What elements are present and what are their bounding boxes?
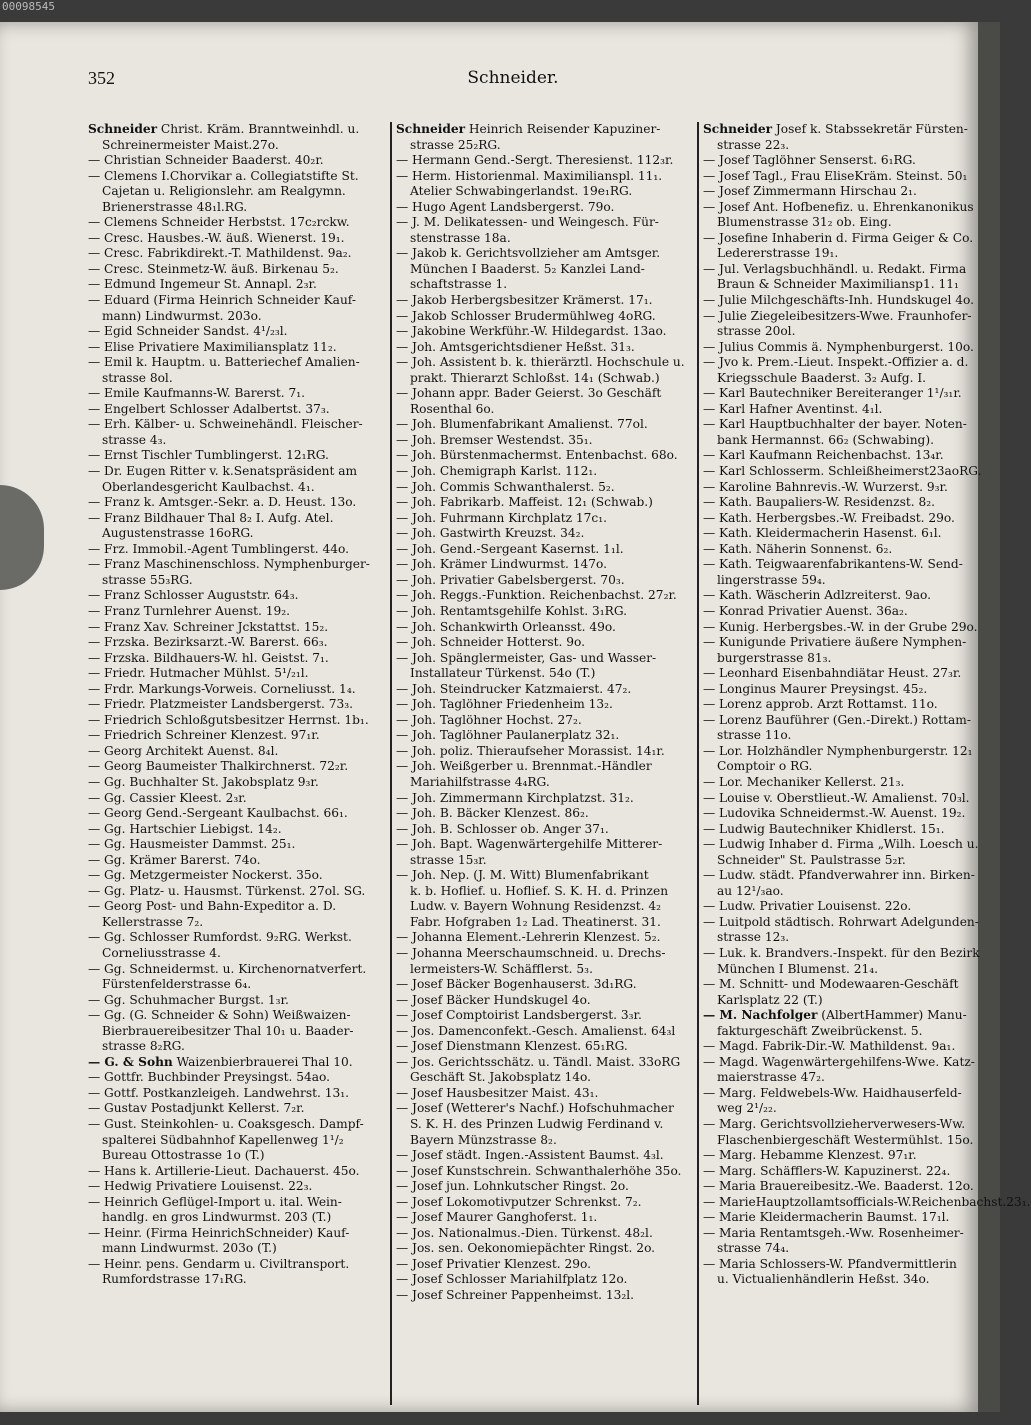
directory-line: — Marie Kleidermacherin Baumst. 17₁l. bbox=[703, 1210, 950, 1225]
page-title: Schneider. bbox=[467, 68, 559, 88]
directory-line: — Joh. Amtsgerichtsdiener Heßst. 31₃. bbox=[396, 339, 635, 354]
directory-line: — Georg Post- und Bahn-Expeditor a. D. bbox=[88, 899, 337, 914]
directory-line: Schreinermeister Maist.27o. bbox=[102, 137, 279, 152]
directory-line: — Frdr. Markungs-Vorweis. Corneliusst. 1₄. bbox=[88, 681, 356, 696]
column-rule-1 bbox=[390, 122, 392, 1405]
directory-line: — Clemens I.Chorvikar a. Collegiatstifte St. bbox=[88, 168, 359, 183]
page-number: 352 bbox=[88, 68, 115, 88]
directory-line: — Marg. Hebamme Klenzest. 97₁r. bbox=[703, 1148, 917, 1163]
directory-line: — Georg Gend.-Sergeant Kaulbachst. 66₁. bbox=[88, 806, 348, 821]
directory-line: Bierbrauereibesitzer Thal 10₁ u. Baader- bbox=[102, 1023, 354, 1038]
directory-line: München I Blumenst. 21₄. bbox=[717, 961, 878, 976]
directory-line: Comptoir o RG. bbox=[717, 759, 813, 774]
column-3 bbox=[703, 122, 1031, 1288]
directory-line: strasse 12₃. bbox=[717, 930, 790, 945]
directory-line: mann Lindwurmst. 203o (T.) bbox=[102, 1241, 277, 1256]
directory-line: — Johanna Element.-Lehrerin Klenzest. 5₂. bbox=[396, 930, 661, 945]
directory-line: — Joh. Krämer Lindwurmst. 147o. bbox=[396, 557, 608, 572]
directory-line: — Dr. Eugen Ritter v. k.Senatspräsident am bbox=[88, 464, 358, 479]
directory-line: Kriegsschule Baaderst. 3₂ Aufg. I. bbox=[717, 370, 927, 385]
directory-line: S. K. H. des Prinzen Ludwig Ferdinand v. bbox=[410, 1117, 664, 1131]
directory-line: — Kath. Wäscherin Adlzreiterst. 9ao. bbox=[703, 588, 931, 603]
directory-line: Schneider" St. Paulstrasse 5₂r. bbox=[717, 852, 906, 867]
directory-line bbox=[396, 122, 686, 138]
directory-line: — Josef Dienstmann Klenzest. 65₁RG. bbox=[396, 1039, 628, 1054]
directory-line: — Hans k. Artillerie-Lieut. Dachauerst. 45o. bbox=[88, 1163, 360, 1178]
directory-line: — Marg. Feldwebels-Ww. Haidhauserfeld- bbox=[703, 1085, 962, 1100]
directory-line: stenstrasse 18a. bbox=[410, 230, 511, 245]
directory-line: — Joh. Spänglermeister, Gas- und Wasser- bbox=[396, 650, 657, 665]
entry-text: Waizenbierbrauerei Thal 10. bbox=[172, 1054, 353, 1069]
directory-line bbox=[703, 1008, 993, 1024]
directory-line: — Frzska. Bezirksarzt.-W. Barerst. 66₃. bbox=[88, 635, 328, 650]
directory-line: — Joh. Weißgerber u. Brennmat.-Händler bbox=[396, 759, 652, 774]
page-header bbox=[88, 68, 938, 94]
directory-line: — Joh. Blumenfabrikant Amalienst. 77ol. bbox=[396, 417, 648, 432]
directory-line: — Kath. Kleidermacherin Hasenst. 6₁l. bbox=[703, 526, 942, 541]
entry-surname: Schneider bbox=[396, 122, 466, 136]
directory-line: strasse 74₄. bbox=[717, 1241, 790, 1256]
directory-line: — Josef Tagl., Frau EliseKräm. Steinst. 50₁ bbox=[703, 168, 968, 183]
directory-line: — Franz k. Amtsger.-Sekr. a. D. Heust. 13o. bbox=[88, 495, 357, 510]
document-page bbox=[0, 22, 1031, 1412]
directory-line: Oberlandesgericht Kaulbachst. 4₁. bbox=[102, 479, 315, 494]
directory-line: — Karoline Bahnrevis.-W. Wurzerst. 9₃r. bbox=[703, 479, 948, 494]
directory-line: Bayern Münzstrasse 8₂. bbox=[410, 1132, 557, 1147]
directory-line: — Josef Lokomotivputzer Schrenkst. 7₂. bbox=[396, 1194, 642, 1209]
directory-line: — Magd. Wagenwärtergehilfens-Wwe. Katz- bbox=[703, 1054, 975, 1069]
directory-line: — Karl Bautechniker Bereiteranger 1¹/₃₁r. bbox=[703, 386, 962, 401]
directory-line: — MarieHauptzollamtsofficials-W.Reichenbachst.23₁. bbox=[703, 1194, 1031, 1209]
scan-id: 00098545 bbox=[2, 0, 55, 13]
directory-line: — Kath. Näherin Sonnenst. 6₂. bbox=[703, 541, 893, 556]
directory-line: — Gg. Schlosser Rumfordst. 9₂RG. Werkst. bbox=[88, 930, 352, 945]
directory-line: — Magd. Fabrik-Dir.-W. Mathildenst. 9a₁. bbox=[703, 1039, 956, 1054]
directory-line: — Emile Kaufmanns-W. Barerst. 7₁. bbox=[88, 386, 305, 401]
directory-line: — Joh. Privatier Gabelsbergerst. 70₃. bbox=[396, 572, 625, 587]
directory-line: — Kath. Teigwaarenfabrikantens-W. Send- bbox=[703, 557, 963, 572]
directory-line: — Eduard (Firma Heinrich Schneider Kauf- bbox=[88, 293, 356, 308]
directory-line: — Jul. Verlagsbuchhändl. u. Redakt. Firma bbox=[703, 261, 967, 276]
directory-line: — Marg. Schäfflers-W. Kapuzinerst. 22₄. bbox=[703, 1163, 951, 1178]
directory-line: burgerstrasse 81₃. bbox=[717, 650, 832, 665]
entry-surname: — M. Nachfolger bbox=[703, 1008, 818, 1023]
directory-line: strasse 8₂RG. bbox=[102, 1039, 185, 1054]
directory-line: — Joh. B. Schlosser ob. Anger 37₁. bbox=[396, 821, 609, 836]
directory-line: — Maria Schlossers-W. Pfandvermittlerin bbox=[703, 1256, 957, 1271]
directory-line: — Ludwig Inhaber d. Firma „Wilh. Loesch u. bbox=[703, 837, 979, 852]
directory-line: — Karl Schlosserm. Schleißheimerst23aoRG. bbox=[703, 464, 982, 479]
directory-line: Installateur Türkenst. 54o (T.) bbox=[410, 666, 596, 681]
directory-line: strasse 15₃r. bbox=[410, 852, 487, 867]
directory-line: — M. Schnitt- und Modewaaren-Geschäft bbox=[703, 977, 959, 992]
directory-line: — Friedrich Schloßgutsbesitzer Herrnst. 1b₁. bbox=[88, 712, 369, 727]
directory-line: — Josef Comptoirist Landsbergerst. 3₃r. bbox=[396, 1008, 642, 1023]
entry-surname: Schneider bbox=[88, 122, 158, 136]
directory-line: — J. M. Delikatessen- und Weingesch. Für- bbox=[396, 215, 659, 230]
directory-line: — Gg. Schuhmacher Burgst. 1₃r. bbox=[88, 992, 289, 1007]
directory-line: — Gust. Steinkohlen- u. Coaksgesch. Dampf- bbox=[88, 1117, 364, 1131]
directory-line: — Karl Hafner Aventinst. 4₁l. bbox=[703, 401, 883, 416]
directory-line: strasse 22₃. bbox=[717, 137, 790, 152]
directory-line: — Louise v. Oberstlieut.-W. Amalienst. 70₃l. bbox=[703, 790, 970, 805]
directory-line: — Christian Schneider Baaderst. 40₂r. bbox=[88, 153, 324, 168]
directory-line bbox=[88, 122, 378, 138]
directory-line: Blumenstrasse 31₂ ob. Eing. bbox=[717, 215, 892, 230]
directory-line: — Josef Bäcker Hundskugel 4o. bbox=[396, 992, 591, 1007]
directory-line: Karlsplatz 22 (T.) bbox=[717, 992, 823, 1007]
directory-line: handlg. en gros Lindwurmst. 203 (T.) bbox=[102, 1210, 332, 1225]
directory-line: — Johann appr. Bader Geierst. 3o Geschäft bbox=[396, 386, 662, 401]
directory-line: — Konrad Privatier Auenst. 36a₂. bbox=[703, 603, 908, 618]
directory-line: — Cresc. Hausbes.-W. äuß. Wienerst. 19₁. bbox=[88, 230, 345, 245]
directory-line: lermeisters-W. Schäfflerst. 5₃. bbox=[410, 961, 593, 976]
directory-line: — Joh. Rentamtsgehilfe Kohlst. 3₁RG. bbox=[396, 603, 628, 618]
directory-line: — Josef städt. Ingen.-Assistent Baumst. 4₃l. bbox=[396, 1148, 664, 1163]
directory-line: — Georg Baumeister Thalkirchnerst. 72₂r. bbox=[88, 759, 349, 774]
directory-line: — Joh. Commis Schwanthalerst. 5₂. bbox=[396, 479, 615, 494]
directory-line: — Kunig. Herbergsbes.-W. in der Grube 29o. bbox=[703, 619, 978, 634]
directory-line: Braun & Schneider Maximiliansp1. 11₁ bbox=[717, 277, 959, 292]
directory-line: — Jakobine Werkführ.-W. Hildegardst. 13ao. bbox=[396, 324, 667, 339]
directory-line: — Leonhard Eisenbahndiätar Heust. 27₃r. bbox=[703, 666, 962, 681]
directory-line: — Hermann Gend.-Sergt. Theresienst. 112₃r. bbox=[396, 153, 674, 168]
directory-line: — Josefine Inhaberin d. Firma Geiger & Co. bbox=[703, 230, 974, 245]
directory-line: — Friedr. Hutmacher Mühlst. 5¹/₂₁l. bbox=[88, 666, 309, 681]
directory-line: Augustenstrasse 16oRG. bbox=[102, 526, 254, 541]
directory-line: schaftstrasse 1. bbox=[410, 277, 508, 292]
directory-line: — Friedrich Schreiner Klenzest. 97₁r. bbox=[88, 728, 320, 743]
directory-line: strasse 25₂RG. bbox=[410, 137, 501, 152]
directory-line: lingerstrasse 59₄. bbox=[717, 572, 826, 587]
directory-line: Atelier Schwabingerlandst. 19e₁RG. bbox=[410, 184, 633, 199]
directory-line: — Luk. k. Brandvers.-Inspekt. für den Bezirk bbox=[703, 945, 980, 960]
directory-line: strasse 8ol. bbox=[102, 370, 173, 385]
directory-line: au 12¹/₃ao. bbox=[717, 883, 784, 898]
directory-line: — Joh. Taglöhner Friedenheim 13₂. bbox=[396, 697, 613, 712]
directory-line: — Frzska. Bildhauers-W. hl. Geistst. 7₁. bbox=[88, 650, 329, 665]
directory-line: — Joh. Bremser Westendst. 35₁. bbox=[396, 432, 593, 447]
directory-line: — Josef Bäcker Bogenhauserst. 3d₁RG. bbox=[396, 977, 637, 992]
entry-text: Heinrich Reisender Kapuziner- bbox=[465, 122, 661, 136]
directory-line: Corneliusstrasse 4. bbox=[102, 945, 221, 960]
directory-line: — Emil k. Hauptm. u. Batteriechef Amalien- bbox=[88, 355, 360, 370]
directory-line: — Jos. Damenconfekt.-Gesch. Amalienst. 64₃l bbox=[396, 1023, 676, 1038]
directory-line: — Joh. Steindrucker Katzmaierst. 47₂. bbox=[396, 681, 632, 696]
directory-line: — Franz Maschinenschloss. Nymphenburger- bbox=[88, 557, 370, 572]
directory-line: — Josef Maurer Ganghoferst. 1₁. bbox=[396, 1210, 598, 1225]
column-1 bbox=[88, 122, 378, 1288]
directory-line: — Franz Xav. Schreiner Jckstattst. 15₂. bbox=[88, 619, 329, 634]
directory-line: — Franz Schlosser Auguststr. 64₃. bbox=[88, 588, 299, 603]
directory-line: — Heinrich Geflügel-Import u. ital. Wein- bbox=[88, 1194, 342, 1209]
directory-line: strasse 20ol. bbox=[717, 324, 796, 339]
directory-line: — Julius Commis ä. Nymphenburgerst. 10o. bbox=[703, 339, 974, 354]
directory-line: — Josef Privatier Klenzest. 29o. bbox=[396, 1256, 592, 1271]
directory-line: — Karl Kaufmann Reichenbachst. 13₄r. bbox=[703, 448, 944, 463]
directory-line: — Gustav Postadjunkt Kellerst. 7₂r. bbox=[88, 1101, 305, 1116]
directory-line: — Lor. Mechaniker Kellerst. 21₃. bbox=[703, 774, 905, 789]
directory-line: — Ludovika Schneidermst.-W. Auenst. 19₂. bbox=[703, 806, 966, 821]
directory-line: Kellerstrasse 7₂. bbox=[102, 914, 204, 929]
directory-line: — Georg Architekt Auenst. 8₄l. bbox=[88, 743, 279, 758]
directory-line: Ludw. v. Bayern Wohnung Residenzst. 4₂ bbox=[410, 899, 662, 914]
directory-line: spalterei Südbahnhof Kapellenweg 1¹/₂ bbox=[102, 1132, 344, 1147]
directory-line: — Josef (Wetterer's Nachf.) Hofschuhmacher bbox=[396, 1101, 674, 1116]
directory-line: fakturgeschäft Zweibrückenst. 5. bbox=[717, 1023, 923, 1038]
directory-line: — Frz. Immobil.-Agent Tumblingerst. 44o. bbox=[88, 541, 350, 556]
directory-line: bank Hermannst. 66₂ (Schwabing). bbox=[717, 432, 934, 447]
directory-line: — Gg. Hartschier Liebigst. 14₂. bbox=[88, 821, 282, 836]
directory-line: — Gg. Metzgermeister Nockerst. 35o. bbox=[88, 868, 323, 883]
directory-line bbox=[703, 122, 993, 138]
directory-line: — Gottfr. Buchbinder Preysingst. 54ao. bbox=[88, 1070, 331, 1085]
directory-line: strasse 11o. bbox=[717, 728, 792, 743]
directory-line: — Josef Schlosser Mariahilfplatz 12o. bbox=[396, 1272, 628, 1287]
directory-line: — Engelbert Schlosser Adalbertst. 37₃. bbox=[88, 401, 330, 416]
directory-line: — Heinr. pens. Gendarm u. Civiltransport. bbox=[88, 1256, 350, 1271]
directory-line: — Franz Bildhauer Thal 8₂ I. Aufg. Atel. bbox=[88, 510, 334, 525]
directory-line: — Lor. Holzhändler Nymphenburgerstr. 12₁ bbox=[703, 743, 973, 758]
directory-line: Fabr. Hofgraben 1₂ Lad. Theatinerst. 31. bbox=[410, 914, 661, 929]
directory-line: — Friedr. Platzmeister Landsbergerst. 73₃. bbox=[88, 697, 354, 712]
directory-line: — Marg. Gerichtsvollzieherverwesers-Ww. bbox=[703, 1117, 966, 1131]
directory-line: — Gottf. Postkanzleigeh. Landwehrst. 13₁. bbox=[88, 1085, 349, 1100]
directory-line: Mariahilfstrasse 4₄RG. bbox=[410, 774, 550, 789]
directory-line: — Gg. Krämer Barerst. 74o. bbox=[88, 852, 261, 867]
directory-line: — Joh. Fuhrmann Kirchplatz 17c₁. bbox=[396, 510, 608, 525]
directory-line: — Jos. Nationalmus.-Dien. Türkenst. 48₂l. bbox=[396, 1225, 653, 1240]
directory-line: — Josef Hausbesitzer Maist. 43₁. bbox=[396, 1085, 599, 1100]
directory-line: — Kunigunde Privatiere äußere Nymphen- bbox=[703, 635, 967, 650]
directory-line: — Jvo k. Prem.-Lieut. Inspekt.-Offizier a. d. bbox=[703, 355, 969, 370]
directory-line: — Gg. Buchhalter St. Jakobsplatz 9₃r. bbox=[88, 774, 319, 789]
directory-line: Fürstenfelderstrasse 6₄. bbox=[102, 977, 252, 992]
directory-line: — Cresc. Fabrikdirekt.-T. Mathildenst. 9a₂. bbox=[88, 246, 352, 261]
directory-line: — Jakob Herbergsbesitzer Krämerst. 17₁. bbox=[396, 293, 653, 308]
directory-line: — Joh. Zimmermann Kirchplatzst. 31₂. bbox=[396, 790, 634, 805]
directory-line: — Gg. Hausmeister Dammst. 25₁. bbox=[88, 837, 296, 852]
column-rule-2 bbox=[697, 122, 699, 1405]
directory-line: — Joh. B. Bäcker Klenzest. 86₂. bbox=[396, 806, 589, 821]
directory-line: — Johanna Meerschaumschneid. u. Drechs- bbox=[396, 945, 666, 960]
directory-line: — Joh. Assistent b. k. thierärztl. Hochschule u. bbox=[396, 355, 685, 370]
directory-line bbox=[88, 1055, 378, 1071]
directory-line: — Cresc. Steinmetz-W. äuß. Birkenau 5₂. bbox=[88, 261, 339, 276]
directory-line: — Joh. Schneider Hotterst. 9o. bbox=[396, 635, 586, 650]
directory-line: — Luitpold städtisch. Rohrwart Adelgunden- bbox=[703, 914, 979, 929]
directory-line: — Josef Taglöhner Senserst. 6₁RG. bbox=[703, 153, 916, 168]
directory-line: — Joh. Nep. (J. M. Witt) Blumenfabrikant bbox=[396, 868, 649, 883]
directory-line: — Josef Schreiner Pappenheimst. 13₂l. bbox=[396, 1288, 635, 1303]
directory-line: — Josef Ant. Hofbenefiz. u. Ehrenkanonikus bbox=[703, 199, 974, 214]
directory-line: — Longinus Maurer Preysingst. 45₂. bbox=[703, 681, 928, 696]
directory-line: — Ludw. städt. Pfandverwahrer inn. Birken- bbox=[703, 868, 975, 883]
directory-line: — Hugo Agent Landsbergerst. 79o. bbox=[396, 199, 615, 214]
directory-line: — Jos. sen. Oekonomiepächter Ringst. 2o. bbox=[396, 1241, 656, 1256]
directory-line: — Lorenz Bauführer (Gen.-Direkt.) Rottam- bbox=[703, 712, 971, 727]
directory-line: — Franz Turnlehrer Auenst. 19₂. bbox=[88, 603, 290, 618]
directory-line: — Julie Ziegeleibesitzers-Wwe. Fraunhofer- bbox=[703, 308, 972, 323]
directory-line: — Clemens Schneider Herbstst. 17c₂rckw. bbox=[88, 215, 350, 230]
directory-line: — Joh. Bapt. Wagenwärtergehilfe Mitterer- bbox=[396, 837, 663, 852]
directory-line: — Jos. Gerichtsschätz. u. Tändl. Maist. 33oRG bbox=[396, 1054, 681, 1069]
directory-line: — Heinr. (Firma HeinrichSchneider) Kauf- bbox=[88, 1225, 350, 1240]
directory-line: u. Victualienhändlerin Heßst. 34o. bbox=[717, 1272, 930, 1287]
directory-line: — Joh. Schankwirth Orleansst. 49o. bbox=[396, 619, 616, 634]
directory-line: — Ludw. Privatier Louisenst. 22o. bbox=[703, 899, 912, 914]
directory-line: Flaschenbiergeschäft Westermühlst. 15o. bbox=[717, 1132, 974, 1147]
directory-line: — Herm. Historienmal. Maximilianspl. 11₁. bbox=[396, 168, 663, 183]
directory-line: — Karl Hauptbuchhalter der bayer. Noten- bbox=[703, 417, 967, 432]
directory-line: maierstrasse 47₂. bbox=[717, 1070, 825, 1085]
directory-line: — Jakob k. Gerichtsvollzieher am Amtsger. bbox=[396, 246, 661, 261]
directory-line: — Lorenz approb. Arzt Rottamst. 11o. bbox=[703, 697, 938, 712]
directory-line: — Joh. Chemigraph Karlst. 112₁. bbox=[396, 464, 598, 479]
directory-line: mann) Lindwurmst. 203o. bbox=[102, 308, 262, 323]
directory-line: — Joh. Gend.-Sergeant Kasernst. 1₁l. bbox=[396, 541, 624, 556]
directory-line: — Joh. Fabrikarb. Maffeist. 12₁ (Schwab.) bbox=[396, 495, 653, 510]
directory-line: — Gg. Platz- u. Hausmst. Türkenst. 27ol. SG. bbox=[88, 883, 366, 898]
directory-line: — Joh. Bürstenmachermst. Entenbachst. 68o. bbox=[396, 448, 678, 463]
directory-line: — Josef jun. Lohnkutscher Ringst. 2o. bbox=[396, 1179, 629, 1194]
directory-line: — Jakob Schlosser Brudermühlweg 4oRG. bbox=[396, 308, 656, 323]
directory-line: — Ernst Tischler Tumblingerst. 12₁RG. bbox=[88, 448, 329, 463]
directory-line: — Edmund Ingemeur St. Annapl. 2₃r. bbox=[88, 277, 317, 292]
entry-surname: Schneider bbox=[703, 122, 773, 136]
directory-line: — Maria Brauereibesitz.-We. Baaderst. 12o. bbox=[703, 1179, 974, 1194]
directory-line: Geschäft St. Jakobsplatz 14o. bbox=[410, 1070, 592, 1085]
directory-line: — Gg. (G. Schneider & Sohn) Weißwaizen- bbox=[88, 1008, 351, 1023]
directory-line: — Kath. Herbergsbes.-W. Freibadst. 29o. bbox=[703, 510, 955, 525]
entry-text: Christ. Kräm. Branntweinhdl. u. bbox=[157, 122, 360, 136]
directory-line: Cajetan u. Religionslehr. am Realgymn. bbox=[102, 184, 346, 199]
directory-line: — Ludwig Bautechniker Khidlerst. 15₁. bbox=[703, 821, 945, 836]
directory-line: — Josef Kunstschrein. Schwanthalerhöhe 35o. bbox=[396, 1163, 682, 1178]
directory-line: — Kath. Baupaliers-W. Residenzst. 8₂. bbox=[703, 495, 935, 510]
directory-line: — Joh. poliz. Thieraufseher Morassist. 14₁r. bbox=[396, 743, 665, 758]
directory-line: strasse 4₃. bbox=[102, 432, 167, 447]
directory-line: München I Baaderst. 5₂ Kanzlei Land- bbox=[410, 261, 645, 276]
directory-line: — Maria Rentamtsgeh.-Ww. Rosenheimer- bbox=[703, 1225, 964, 1240]
directory-line: — Julie Milchgeschäfts-Inh. Hundskugel 4o. bbox=[703, 293, 975, 308]
directory-line: Brienerstrasse 48₁l.RG. bbox=[102, 199, 248, 214]
directory-line: — Josef Zimmermann Hirschau 2₁. bbox=[703, 184, 917, 199]
entry-text: (AlbertHammer) Manu- bbox=[817, 1008, 967, 1023]
entry-surname: — G. & Sohn bbox=[88, 1054, 173, 1069]
directory-line: Rumfordstrasse 17₁RG. bbox=[102, 1272, 247, 1287]
directory-line: — Erh. Kälber- u. Schweinehändl. Fleischer- bbox=[88, 417, 363, 432]
directory-line: — Hedwig Privatiere Louisenst. 22₃. bbox=[88, 1179, 313, 1194]
directory-line: — Joh. Reggs.-Funktion. Reichenbachst. 27₂r. bbox=[396, 588, 677, 603]
column-2 bbox=[396, 122, 686, 1304]
directory-line: k. b. Hoflief. u. Hoflief. S. K. H. d. Prinzen bbox=[410, 883, 669, 898]
directory-line: Ledererstrasse 19₁. bbox=[717, 246, 839, 261]
directory-line: — Egid Schneider Sandst. 4¹/₂₃l. bbox=[88, 324, 288, 339]
directory-line: Bureau Ottostrasse 1o (T.) bbox=[102, 1148, 265, 1163]
directory-line: weg 2¹/₂₂. bbox=[717, 1101, 777, 1116]
directory-line: — Joh. Taglöhner Hochst. 27₂. bbox=[396, 712, 582, 727]
directory-line: Rosenthal 6o. bbox=[410, 401, 495, 416]
directory-line: — Gg. Cassier Kleest. 2₃r. bbox=[88, 790, 247, 805]
entry-text: Josef k. Stabssekretär Fürsten- bbox=[772, 122, 968, 136]
directory-line: prakt. Thierarzt Schloßst. 14₁ (Schwab.) bbox=[410, 370, 660, 385]
directory-line: — Gg. Schneidermst. u. Kirchenornatverfert. bbox=[88, 961, 367, 976]
directory-line: — Elise Privatiere Maximiliansplatz 11₂. bbox=[88, 339, 337, 354]
directory-line: strasse 55₃RG. bbox=[102, 572, 193, 587]
directory-line: — Joh. Taglöhner Paulanerplatz 32₁. bbox=[396, 728, 620, 743]
directory-line: — Joh. Gastwirth Kreuzst. 34₂. bbox=[396, 526, 585, 541]
